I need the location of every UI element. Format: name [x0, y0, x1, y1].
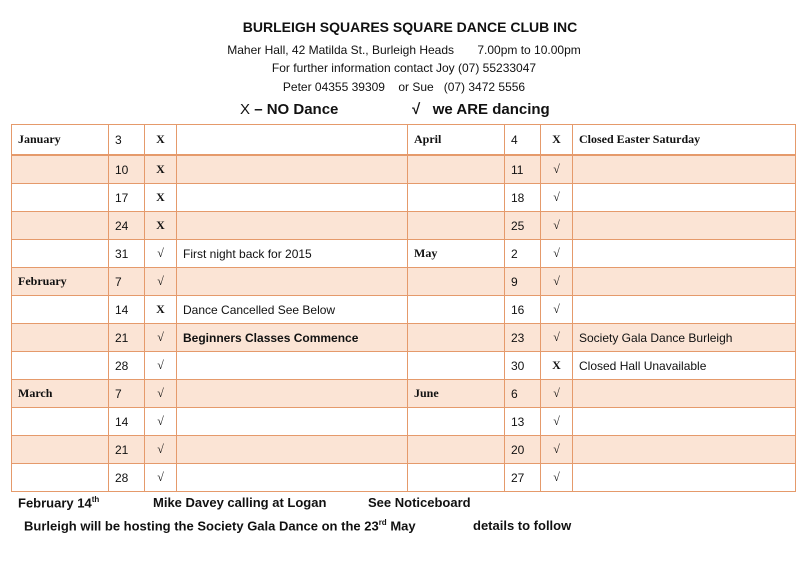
- venue-address: Maher Hall, 42 Matilda St., Burleigh Heads: [227, 43, 455, 57]
- legend-no-text: – NO Dance: [254, 101, 339, 118]
- left-day-cell: 17: [109, 184, 145, 212]
- table-row: [12, 436, 796, 464]
- table-row: [12, 212, 796, 240]
- right-mark-cell: X: [541, 352, 573, 380]
- table-row: [12, 380, 796, 408]
- right-day-cell: 20: [505, 436, 541, 464]
- right-month-cell: [408, 155, 505, 184]
- right-mark-cell: √: [541, 240, 573, 268]
- right-note-cell: Closed Easter Saturday: [573, 125, 796, 156]
- left-note-cell: Dance Cancelled See Below: [177, 296, 408, 324]
- left-month-cell: [12, 212, 109, 240]
- right-note-cell: [573, 408, 796, 436]
- right-mark-cell: √: [541, 268, 573, 296]
- right-note-cell: [573, 296, 796, 324]
- footer-details: details to follow: [473, 518, 572, 533]
- left-note-cell: [177, 268, 408, 296]
- left-note-cell: [177, 155, 408, 184]
- left-mark-cell: √: [145, 436, 177, 464]
- table-row: [12, 184, 796, 212]
- left-note-cell: [177, 125, 408, 156]
- footer-gala-sup: rd: [378, 518, 387, 527]
- legend-dancing: [412, 101, 550, 118]
- right-note-cell: [573, 380, 796, 408]
- right-mark-cell: √: [541, 155, 573, 184]
- footer-line-1: [18, 495, 99, 510]
- table-row: [12, 352, 796, 380]
- left-note-cell: [177, 212, 408, 240]
- left-mark-cell: √: [145, 240, 177, 268]
- left-day-cell: 3: [109, 125, 145, 156]
- right-day-cell: 11: [505, 155, 541, 184]
- table-row: [12, 296, 796, 324]
- left-day-cell: 31: [109, 240, 145, 268]
- right-mark-cell: √: [541, 324, 573, 352]
- left-month-cell: [12, 296, 109, 324]
- left-note-cell: [177, 408, 408, 436]
- legend-no-dance: [240, 101, 338, 118]
- left-note-cell: Beginners Classes Commence: [177, 324, 408, 352]
- right-note-cell: [573, 155, 796, 184]
- table-row: [12, 155, 796, 184]
- left-mark-cell: √: [145, 352, 177, 380]
- left-day-cell: 7: [109, 380, 145, 408]
- right-month-cell: [408, 352, 505, 380]
- left-day-cell: 21: [109, 436, 145, 464]
- left-mark-cell: √: [145, 324, 177, 352]
- left-note-cell: [177, 464, 408, 492]
- right-day-cell: 27: [505, 464, 541, 492]
- left-month-cell: January: [12, 125, 109, 156]
- table-row: [12, 324, 796, 352]
- right-note-cell: [573, 436, 796, 464]
- left-month-cell: [12, 324, 109, 352]
- left-month-cell: [12, 436, 109, 464]
- footer-gala-text: Burleigh will be hosting the Society Gala Dance on the 23: [24, 518, 379, 534]
- right-mark-cell: √: [541, 380, 573, 408]
- right-note-cell: [573, 212, 796, 240]
- left-day-cell: 10: [109, 155, 145, 184]
- left-day-cell: 14: [109, 408, 145, 436]
- left-month-cell: March: [12, 380, 109, 408]
- right-note-cell: Closed Hall Unavailable: [573, 352, 796, 380]
- footer-event: Mike Davey calling at Logan: [153, 495, 327, 510]
- left-mark-cell: X: [145, 296, 177, 324]
- footer-date: February 14: [18, 495, 92, 511]
- right-day-cell: 18: [505, 184, 541, 212]
- left-month-cell: February: [12, 268, 109, 296]
- left-mark-cell: X: [145, 184, 177, 212]
- right-mark-cell: √: [541, 464, 573, 492]
- table-row: [12, 240, 796, 268]
- left-mark-cell: X: [145, 125, 177, 156]
- left-month-cell: [12, 184, 109, 212]
- left-day-cell: 7: [109, 268, 145, 296]
- right-mark-cell: √: [541, 436, 573, 464]
- table-row: [12, 125, 796, 156]
- right-note-cell: Society Gala Dance Burleigh: [573, 324, 796, 352]
- right-month-cell: [408, 212, 505, 240]
- right-day-cell: 6: [505, 380, 541, 408]
- table-row: [12, 464, 796, 492]
- right-month-cell: [408, 464, 505, 492]
- right-mark-cell: √: [541, 408, 573, 436]
- left-mark-cell: X: [145, 155, 177, 184]
- session-time: 7.00pm to 10.00pm: [477, 43, 581, 57]
- left-month-cell: [12, 352, 109, 380]
- footer-gala-month: May: [390, 518, 416, 534]
- left-mark-cell: X: [145, 212, 177, 240]
- right-note-cell: [573, 240, 796, 268]
- right-mark-cell: √: [541, 184, 573, 212]
- phone-line: [4, 80, 800, 94]
- footer-date-sup: th: [91, 495, 100, 504]
- right-month-cell: June: [408, 380, 505, 408]
- left-mark-cell: √: [145, 464, 177, 492]
- left-mark-cell: √: [145, 268, 177, 296]
- left-month-cell: [12, 464, 109, 492]
- left-note-cell: [177, 184, 408, 212]
- table-row: [12, 268, 796, 296]
- right-day-cell: 30: [505, 352, 541, 380]
- legend-x-symbol: X: [240, 101, 251, 118]
- phone-peter: Peter 04355 39309: [282, 80, 385, 94]
- footer-ref: See Noticeboard: [368, 495, 471, 510]
- right-month-cell: [408, 408, 505, 436]
- table-row: [12, 408, 796, 436]
- legend-yes-text: we ARE dancing: [432, 101, 550, 118]
- left-month-cell: [12, 240, 109, 268]
- right-mark-cell: √: [541, 212, 573, 240]
- legend-check-symbol: √: [412, 101, 421, 118]
- right-note-cell: [573, 184, 796, 212]
- phone-or: or Sue: [398, 80, 434, 94]
- right-mark-cell: X: [541, 125, 573, 156]
- right-month-cell: May: [408, 240, 505, 268]
- club-title: BURLEIGH SQUARES SQUARE DANCE CLUB INC: [242, 19, 578, 35]
- left-day-cell: 21: [109, 324, 145, 352]
- right-day-cell: 13: [505, 408, 541, 436]
- right-day-cell: 25: [505, 212, 541, 240]
- footer-line-2: [24, 518, 416, 533]
- schedule-table: [11, 124, 796, 492]
- left-day-cell: 24: [109, 212, 145, 240]
- left-note-cell: First night back for 2015: [177, 240, 408, 268]
- right-note-cell: [573, 268, 796, 296]
- right-day-cell: 4: [505, 125, 541, 156]
- left-day-cell: 28: [109, 464, 145, 492]
- right-day-cell: 9: [505, 268, 541, 296]
- contact-line: For further information contact Joy (07) 55233047: [271, 61, 537, 75]
- right-month-cell: [408, 436, 505, 464]
- right-day-cell: 2: [505, 240, 541, 268]
- right-month-cell: [408, 184, 505, 212]
- right-note-cell: [573, 464, 796, 492]
- right-month-cell: [408, 268, 505, 296]
- venue-line: [4, 43, 800, 57]
- left-month-cell: [12, 408, 109, 436]
- left-note-cell: [177, 380, 408, 408]
- right-month-cell: [408, 324, 505, 352]
- left-mark-cell: √: [145, 380, 177, 408]
- left-day-cell: 28: [109, 352, 145, 380]
- right-day-cell: 16: [505, 296, 541, 324]
- phone-sue: (07) 3472 5556: [443, 80, 526, 94]
- left-note-cell: [177, 436, 408, 464]
- left-month-cell: [12, 155, 109, 184]
- left-day-cell: 14: [109, 296, 145, 324]
- left-note-cell: [177, 352, 408, 380]
- right-month-cell: [408, 296, 505, 324]
- right-month-cell: April: [408, 125, 505, 156]
- left-mark-cell: √: [145, 408, 177, 436]
- right-day-cell: 23: [505, 324, 541, 352]
- right-mark-cell: √: [541, 296, 573, 324]
